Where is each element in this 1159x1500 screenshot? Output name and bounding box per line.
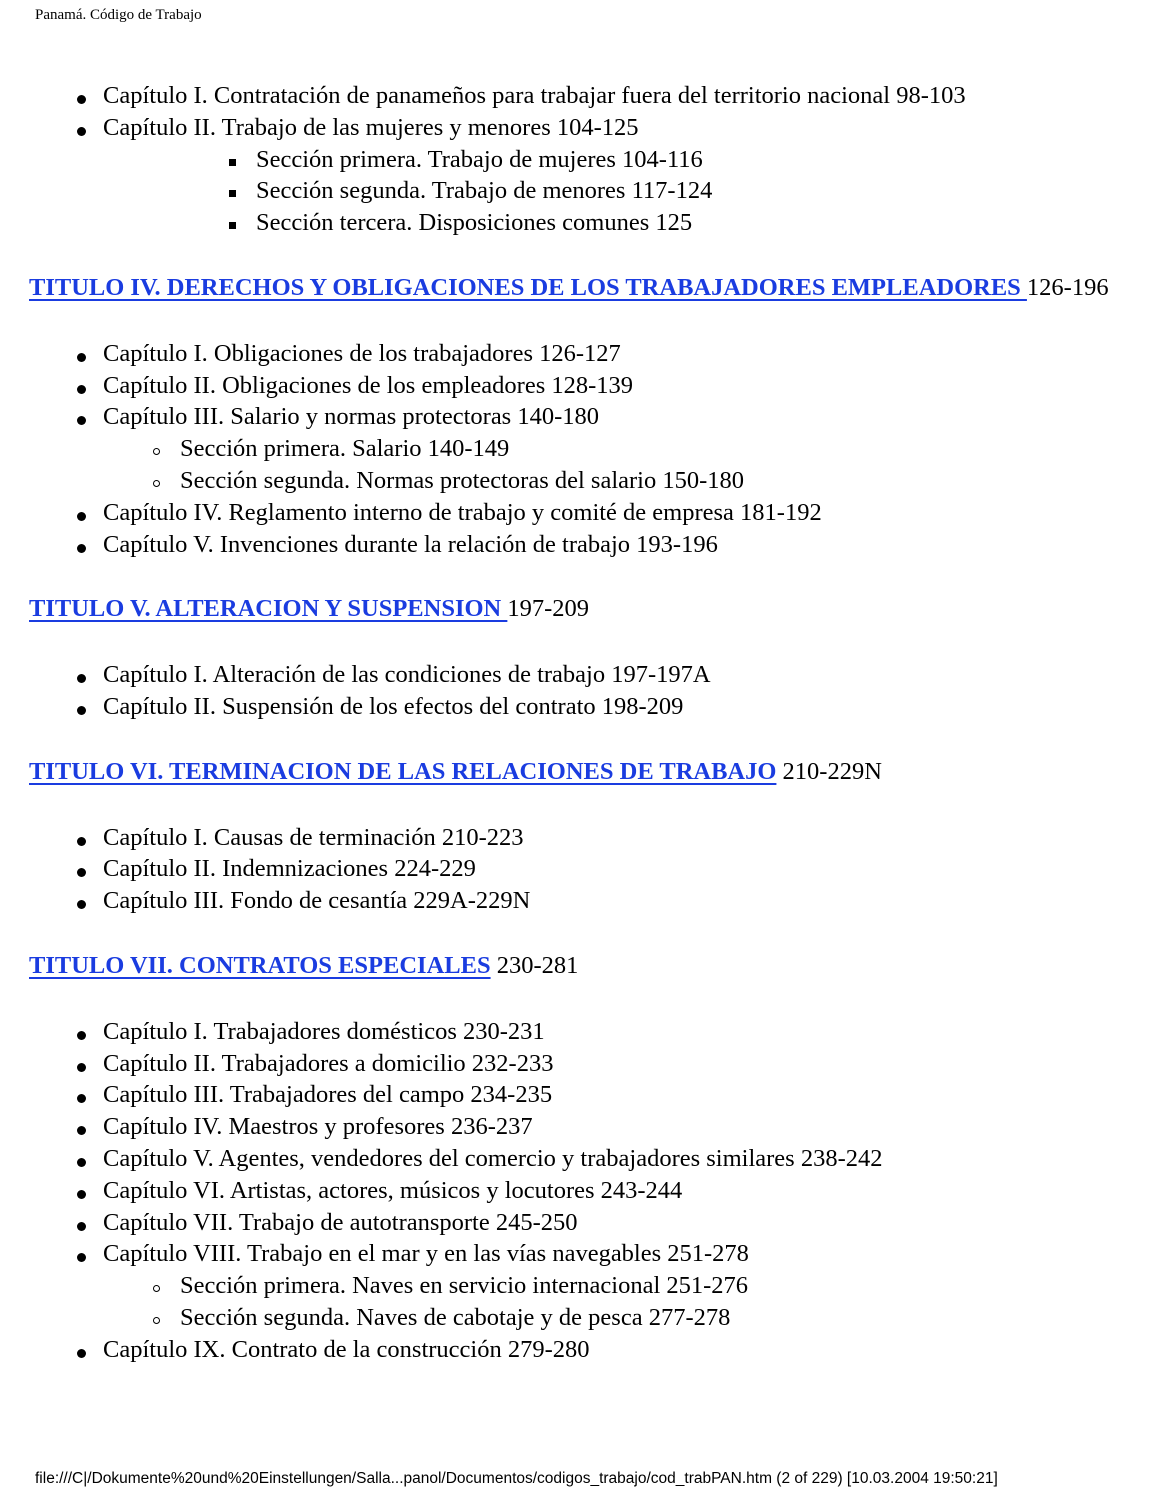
- page-footer-url: file:///C|/Dokumente%20und%20Einstellungen/Salla...panol/Documentos/codigos_trabajo/cod_trabPAN.htm (2 of 229) [10.03.2004 19:50:21]: [35, 1470, 998, 1487]
- chapter-list: [0, 1016, 1159, 1366]
- chapter-item: Capítulo I. Alteración de las condiciones de trabajo 197-197A: [0, 659, 1159, 691]
- section-item: Sección segunda. Normas protectoras del salario 150-180: [0, 465, 1159, 497]
- section-title-link[interactable]: TITULO IV. DERECHOS Y OBLIGACIONES DE LOS TRABAJADORES EMPLEADORES: [29, 273, 1027, 301]
- chapter-item: Capítulo IV. Reglamento interno de trabajo y comité de empresa 181-192: [0, 497, 1159, 529]
- section-title: [0, 756, 1159, 788]
- chapter-item: Capítulo VI. Artistas, actores, músicos y locutores 243-244: [0, 1175, 1159, 1207]
- section-item: Sección segunda. Trabajo de menores 117-124: [0, 175, 1159, 207]
- chapter-list: [0, 822, 1159, 917]
- section-title-link[interactable]: TITULO VII. CONTRATOS ESPECIALES: [29, 951, 491, 979]
- section-title: [0, 950, 1159, 982]
- chapter-item: Capítulo VII. Trabajo de autotransporte 245-250: [0, 1207, 1159, 1239]
- chapter-item: Capítulo III. Fondo de cesantía 229A-229N: [0, 885, 1159, 917]
- chapter-item: Capítulo IX. Contrato de la construcción 279-280: [0, 1334, 1159, 1366]
- section-article-range: 210-229N: [782, 757, 882, 785]
- section-item: Sección tercera. Disposiciones comunes 125: [0, 207, 1159, 239]
- section-title: [0, 272, 1159, 304]
- chapter-item: Capítulo II. Trabajo de las mujeres y menores 104-125: [0, 112, 1159, 144]
- section-item: Sección primera. Naves en servicio internacional 251-276: [0, 1270, 1159, 1302]
- chapter-item: Capítulo II. Suspensión de los efectos del contrato 198-209: [0, 691, 1159, 723]
- chapter-item: Capítulo IV. Maestros y profesores 236-237: [0, 1111, 1159, 1143]
- chapter-item: Capítulo V. Agentes, vendedores del comercio y trabajadores similares 238-242: [0, 1143, 1159, 1175]
- section-article-range: 126-196: [1026, 273, 1109, 301]
- section-title-link[interactable]: TITULO VI. TERMINACION DE LAS RELACIONES DE TRABAJO: [29, 757, 777, 785]
- chapter-item: Capítulo II. Indemnizaciones 224-229: [0, 853, 1159, 885]
- table-of-contents: [0, 80, 1159, 1366]
- chapter-item: Capítulo II. Trabajadores a domicilio 232-233: [0, 1048, 1159, 1080]
- chapter-item: Capítulo I. Obligaciones de los trabajadores 126-127: [0, 338, 1159, 370]
- chapter-item: Capítulo III. Salario y normas protectoras 140-180: [0, 401, 1159, 433]
- chapter-list: [0, 80, 1159, 239]
- section-article-range: 197-209: [507, 595, 590, 623]
- chapter-item: Capítulo VIII. Trabajo en el mar y en las vías navegables 251-278: [0, 1238, 1159, 1270]
- chapter-list: [0, 659, 1159, 723]
- section-title: [0, 593, 1159, 625]
- chapter-item: Capítulo V. Invenciones durante la relación de trabajo 193-196: [0, 529, 1159, 561]
- chapter-item: Capítulo I. Trabajadores domésticos 230-231: [0, 1016, 1159, 1048]
- chapter-item: Capítulo II. Obligaciones de los empleadores 128-139: [0, 370, 1159, 402]
- chapter-list: [0, 338, 1159, 561]
- section-item: Sección primera. Trabajo de mujeres 104-116: [0, 144, 1159, 176]
- chapter-item: Capítulo I. Causas de terminación 210-223: [0, 822, 1159, 854]
- section-article-range: 230-281: [496, 951, 579, 979]
- section-item: Sección primera. Salario 140-149: [0, 433, 1159, 465]
- page-header: Panamá. Código de Trabajo: [35, 7, 202, 23]
- chapter-item: Capítulo III. Trabajadores del campo 234-235: [0, 1079, 1159, 1111]
- section-item: Sección segunda. Naves de cabotaje y de pesca 277-278: [0, 1302, 1159, 1334]
- chapter-item: Capítulo I. Contratación de panameños para trabajar fuera del territorio nacional 98-103: [0, 80, 1159, 112]
- section-title-link[interactable]: TITULO V. ALTERACION Y SUSPENSION: [29, 595, 508, 623]
